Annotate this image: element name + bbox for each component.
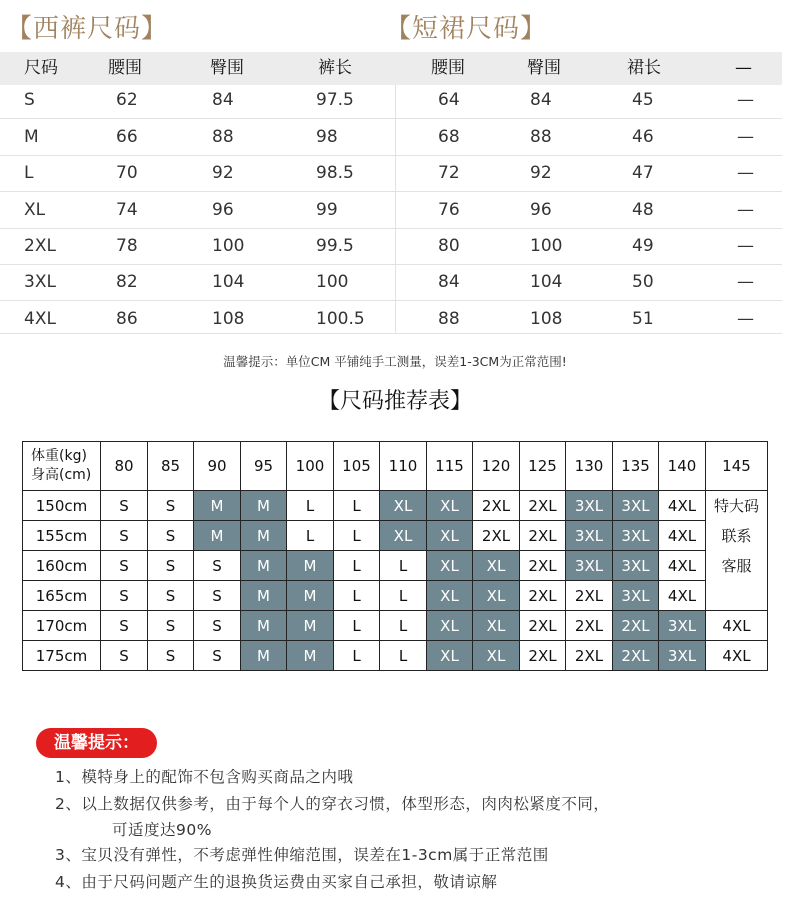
size-cell: 66: [116, 127, 138, 147]
recommend-cell: XL: [473, 641, 520, 671]
weight-header-cell: 95: [241, 442, 287, 491]
recommend-cell: S: [101, 551, 148, 581]
recommend-cell: M: [241, 641, 287, 671]
size-cell: —: [737, 200, 754, 220]
size-cell: 108: [530, 309, 563, 329]
size-row-divider: [0, 264, 782, 265]
pants-section-title: 【西裤尺码】: [6, 14, 169, 44]
recommend-cell: 4XL: [659, 581, 706, 611]
weight-header-cell: 80: [101, 442, 148, 491]
recommend-cell: S: [194, 551, 241, 581]
size-header-cell: 腰围: [431, 58, 465, 78]
table-row: [23, 551, 768, 581]
size-cell: 96: [212, 200, 234, 220]
tip-line: 可适度达90%: [112, 821, 212, 839]
recommend-cell: S: [101, 611, 148, 641]
size-cell: 51: [632, 309, 654, 329]
size-cell: 104: [530, 272, 563, 292]
size-header-cell: 裙长: [627, 58, 661, 78]
size-cell: 47: [632, 163, 654, 183]
weight-header-cell: 135: [613, 442, 659, 491]
size-cell: 62: [116, 90, 138, 110]
weight-header-cell: 90: [194, 442, 241, 491]
table-row: [23, 641, 768, 671]
recommend-cell: 2XL: [520, 521, 566, 551]
recommend-cell: XL: [473, 581, 520, 611]
recommend-cell: 3XL: [566, 551, 613, 581]
recommend-cell: L: [334, 521, 380, 551]
size-cell: 100: [530, 236, 563, 256]
size-row-divider: [0, 118, 782, 119]
size-cell: 100: [212, 236, 245, 256]
recommend-cell: 2XL: [473, 491, 520, 521]
recommend-cell: 3XL: [613, 581, 659, 611]
weight-header-cell: 110: [380, 442, 427, 491]
size-label: S: [24, 90, 35, 110]
weight-header-cell: 115: [427, 442, 473, 491]
recommend-cell: S: [148, 641, 194, 671]
recommend-cell: M: [241, 521, 287, 551]
tip-line: 4、由于尺码问题产生的退换货运费由买家自己承担，敬请谅解: [55, 873, 498, 891]
size-cell: 86: [116, 309, 138, 329]
size-header-cell: 臀围: [527, 58, 561, 78]
recommend-corner-cell: [23, 442, 101, 491]
size-label: M: [24, 127, 39, 147]
recommend-cell: 2XL: [520, 641, 566, 671]
size-cell: 84: [438, 272, 460, 292]
size-label: 4XL: [24, 309, 56, 329]
recommend-cell: 2XL: [613, 611, 659, 641]
size-cell: 48: [632, 200, 654, 220]
tip-line: 1、模特身上的配饰不包含购买商品之内哦: [55, 768, 354, 786]
recommend-cell: S: [194, 611, 241, 641]
recommend-cell: XL: [473, 551, 520, 581]
table-row: [23, 491, 768, 521]
recommend-cell: L: [380, 581, 427, 611]
size-cell: 100.5: [316, 309, 365, 329]
recommend-cell: M: [287, 641, 334, 671]
recommend-cell: M: [287, 611, 334, 641]
size-row-divider: [0, 300, 782, 301]
recommend-cell: XL: [427, 611, 473, 641]
height-header-cell: 170cm: [23, 611, 101, 641]
recommend-cell: 4XL: [659, 491, 706, 521]
size-cell: 100: [316, 272, 349, 292]
recommend-cell: 2XL: [520, 551, 566, 581]
size-recommend-table: [22, 441, 768, 671]
recommend-cell: 3XL: [613, 551, 659, 581]
recommend-cell: S: [148, 521, 194, 551]
size-header-cell: 臀围: [210, 58, 244, 78]
recommend-cell: L: [380, 641, 427, 671]
size-header-cell: 腰围: [108, 58, 142, 78]
recommend-cell: 2XL: [473, 521, 520, 551]
recommend-cell: M: [241, 611, 287, 641]
recommend-cell: L: [334, 551, 380, 581]
height-header-cell: 155cm: [23, 521, 101, 551]
size-row-divider: [0, 228, 782, 229]
recommend-cell: 3XL: [659, 611, 706, 641]
height-header-cell: 165cm: [23, 581, 101, 611]
recommend-cell: S: [148, 491, 194, 521]
size-row-divider: [0, 155, 782, 156]
recommend-cell: XL: [427, 521, 473, 551]
size-cell: 99.5: [316, 236, 354, 256]
weight-header-cell: 105: [334, 442, 380, 491]
size-cell: 46: [632, 127, 654, 147]
recommend-cell: L: [334, 491, 380, 521]
recommend-cell: M: [241, 491, 287, 521]
recommend-cell: L: [287, 491, 334, 521]
recommend-cell: 2XL: [566, 581, 613, 611]
size-cell: 70: [116, 163, 138, 183]
size-cell: —: [737, 309, 754, 329]
size-cell: 45: [632, 90, 654, 110]
size-cell: 96: [530, 200, 552, 220]
weight-header-cell: 100: [287, 442, 334, 491]
recommend-cell: L: [380, 611, 427, 641]
recommend-cell: M: [194, 491, 241, 521]
recommend-cell: 3XL: [659, 641, 706, 671]
size-cell: —: [737, 90, 754, 110]
size-cell: 49: [632, 236, 654, 256]
size-label: 3XL: [24, 272, 56, 292]
recommend-cell: L: [380, 551, 427, 581]
table-row: [23, 521, 768, 551]
recommend-cell: 4XL: [706, 641, 768, 671]
table-row: [23, 611, 768, 641]
size-cell: —: [737, 163, 754, 183]
recommend-cell: XL: [427, 581, 473, 611]
size-table-bottom-line: [0, 333, 782, 334]
size-cell: 88: [212, 127, 234, 147]
size-cell: —: [737, 272, 754, 292]
recommend-cell: S: [101, 641, 148, 671]
recommend-cell: S: [148, 551, 194, 581]
recommend-cell: S: [194, 581, 241, 611]
recommend-cell: M: [194, 521, 241, 551]
size-cell: 99: [316, 200, 338, 220]
recommend-cell: XL: [380, 521, 427, 551]
size-header-cell: —: [735, 58, 752, 78]
recommend-cell: L: [287, 521, 334, 551]
size-cell: 76: [438, 200, 460, 220]
size-cell: 84: [530, 90, 552, 110]
size-cell: 78: [116, 236, 138, 256]
skirt-section-title: 【短裙尺码】: [385, 14, 548, 44]
recommend-cell: [706, 581, 768, 611]
tip-line: 2、以上数据仅供参考，由于每个人的穿衣习惯，体型形态，肉肉松紧度不同，: [55, 795, 610, 813]
size-label: XL: [24, 200, 46, 220]
recommend-cell: S: [148, 611, 194, 641]
weight-header-cell: 145: [706, 442, 768, 491]
size-header-cell: 尺码: [24, 58, 58, 78]
height-header-cell: 150cm: [23, 491, 101, 521]
recommend-cell: L: [334, 641, 380, 671]
recommend-cell: 4XL: [659, 551, 706, 581]
size-row-divider: [0, 191, 782, 192]
weight-header-cell: 130: [566, 442, 613, 491]
size-cell: 68: [438, 127, 460, 147]
size-cell: 84: [212, 90, 234, 110]
weight-header-cell: 85: [148, 442, 194, 491]
recommend-cell: 2XL: [520, 491, 566, 521]
recommend-cell: 3XL: [613, 491, 659, 521]
recommend-cell: M: [287, 581, 334, 611]
size-cell: 64: [438, 90, 460, 110]
recommend-cell: 联系: [706, 521, 768, 551]
recommend-cell: 2XL: [520, 611, 566, 641]
size-cell: 97.5: [316, 90, 354, 110]
recommend-cell: XL: [427, 641, 473, 671]
size-label: 2XL: [24, 236, 56, 256]
recommend-cell: XL: [427, 551, 473, 581]
size-cell: 104: [212, 272, 245, 292]
recommend-cell: 2XL: [613, 641, 659, 671]
recommend-cell: S: [101, 581, 148, 611]
size-header-cell: 裤长: [318, 58, 352, 78]
recommend-cell: S: [101, 521, 148, 551]
recommend-cell: L: [334, 611, 380, 641]
recommend-cell: L: [334, 581, 380, 611]
weight-axis-label: 体重(kg): [31, 448, 87, 464]
recommend-cell: S: [148, 581, 194, 611]
size-cell: —: [737, 127, 754, 147]
size-cell: 98.5: [316, 163, 354, 183]
height-header-cell: 160cm: [23, 551, 101, 581]
weight-header-cell: 140: [659, 442, 706, 491]
size-cell: 74: [116, 200, 138, 220]
recommend-cell: XL: [427, 491, 473, 521]
recommend-cell: M: [241, 551, 287, 581]
size-cell: 92: [530, 163, 552, 183]
recommend-cell: 4XL: [659, 521, 706, 551]
size-label: L: [24, 163, 34, 183]
weight-header-cell: 120: [473, 442, 520, 491]
recommend-cell: M: [241, 581, 287, 611]
recommend-cell: 客服: [706, 551, 768, 581]
size-cell: 50: [632, 272, 654, 292]
size-cell: 88: [438, 309, 460, 329]
size-cell: 108: [212, 309, 245, 329]
table-row: [23, 581, 768, 611]
tip-line: 3、宝贝没有弹性，不考虑弹性伸缩范围，误差在1-3cm属于正常范围: [55, 846, 549, 864]
size-cell: —: [737, 236, 754, 256]
recommend-cell: 3XL: [566, 521, 613, 551]
weight-header-cell: 125: [520, 442, 566, 491]
measurement-note: 温馨提示：单位CM 平铺纯手工测量，误差1-3CM为正常范围!: [223, 354, 567, 369]
recommend-cell: S: [101, 491, 148, 521]
size-cell: 82: [116, 272, 138, 292]
recommend-cell: XL: [380, 491, 427, 521]
recommend-cell: 2XL: [566, 611, 613, 641]
size-table-divider: [395, 85, 396, 333]
tip-badge: 温馨提示：: [36, 728, 157, 758]
size-cell: 80: [438, 236, 460, 256]
recommend-cell: XL: [473, 611, 520, 641]
recommend-cell: 4XL: [706, 611, 768, 641]
size-cell: 88: [530, 127, 552, 147]
size-cell: 98: [316, 127, 338, 147]
recommend-cell: 3XL: [613, 521, 659, 551]
recommend-cell: M: [287, 551, 334, 581]
size-cell: 92: [212, 163, 234, 183]
recommend-cell: 3XL: [566, 491, 613, 521]
size-cell: 72: [438, 163, 460, 183]
recommend-cell: 2XL: [520, 581, 566, 611]
height-header-cell: 175cm: [23, 641, 101, 671]
recommend-cell: 特大码: [706, 491, 768, 521]
recommend-table-title: 【尺码推荐表】: [317, 389, 472, 414]
recommend-cell: 2XL: [566, 641, 613, 671]
recommend-cell: S: [194, 641, 241, 671]
height-axis-label: 身高(cm): [31, 467, 92, 483]
